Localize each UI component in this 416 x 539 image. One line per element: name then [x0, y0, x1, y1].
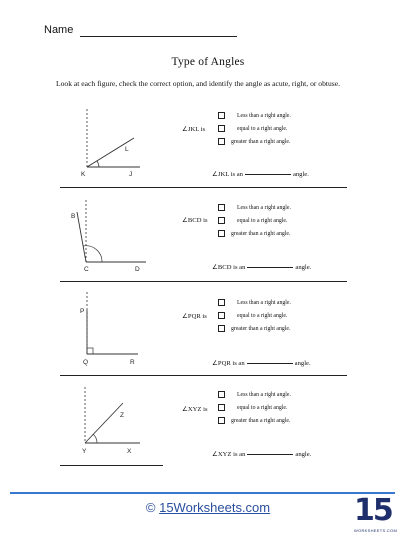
- checkbox-less[interactable]: [218, 204, 225, 211]
- section-divider: [60, 281, 347, 282]
- worksheet-title: Type of Angles: [171, 56, 245, 68]
- footer-divider: [10, 492, 395, 494]
- option-row-less[interactable]: Less than a right angle.: [218, 112, 291, 119]
- site-link[interactable]: 15Worksheets.com: [159, 500, 271, 515]
- checkbox-greater[interactable]: [218, 417, 225, 424]
- figure-bcd: [66, 196, 156, 274]
- point-label-j: J: [129, 171, 133, 178]
- figure-pqr: [70, 288, 150, 368]
- option-row-equal[interactable]: equal to a right angle.: [218, 217, 287, 224]
- point-label-k: K: [81, 171, 86, 178]
- point-label-d: D: [135, 266, 140, 273]
- figure-xyz: [66, 383, 156, 463]
- point-label-z: Z: [120, 412, 124, 419]
- checkbox-equal[interactable]: [218, 312, 225, 319]
- answer-blank[interactable]: [247, 363, 293, 364]
- answer-blank[interactable]: [247, 267, 293, 268]
- name-label: Name: [44, 24, 74, 36]
- answer-line-xyz[interactable]: ∠XYZ is an angle.: [212, 451, 312, 458]
- point-label-x: X: [127, 448, 132, 455]
- option-row-equal[interactable]: equal to a right angle.: [218, 404, 287, 411]
- option-row-greater[interactable]: greater than a right angle.: [218, 417, 290, 424]
- angle-label-xyz: ∠XYZ is: [182, 406, 208, 413]
- option-row-greater[interactable]: greater than a right angle.: [218, 230, 290, 237]
- copyright-symbol: ©: [145, 500, 156, 515]
- point-label-r: R: [130, 359, 135, 366]
- point-label-l: L: [125, 146, 129, 153]
- option-row-equal[interactable]: equal to a right angle.: [218, 125, 287, 132]
- answer-blank[interactable]: [247, 454, 293, 455]
- point-label-q: Q: [83, 359, 89, 366]
- answer-line-bcd[interactable]: ∠BCD is an angle.: [212, 264, 312, 271]
- option-row-less[interactable]: Less than a right angle.: [218, 204, 291, 211]
- brand-logo: [354, 493, 398, 537]
- instructions: Look at each figure, check the correct option, and identify the angle as acute, right, or obtuse.: [56, 79, 341, 88]
- point-label-c: C: [84, 266, 89, 273]
- logo-text: WORKSHEETS.COM: [354, 528, 398, 533]
- angle-label-pqr: ∠PQR is: [182, 313, 207, 320]
- checkbox-less[interactable]: [218, 391, 225, 398]
- section-divider: [60, 465, 163, 466]
- point-label-p: P: [80, 308, 85, 315]
- checkbox-equal[interactable]: [218, 404, 225, 411]
- checkbox-greater[interactable]: [218, 325, 225, 332]
- checkbox-equal[interactable]: [218, 125, 225, 132]
- checkbox-greater[interactable]: [218, 138, 225, 145]
- option-row-less[interactable]: Less than a right angle.: [218, 391, 291, 398]
- logo-number: 15: [354, 493, 392, 528]
- name-field-line[interactable]: [80, 36, 237, 37]
- section-divider: [60, 375, 347, 376]
- option-row-greater[interactable]: greater than a right angle.: [218, 138, 290, 145]
- option-row-equal[interactable]: equal to a right angle.: [218, 312, 287, 319]
- point-label-y: Y: [82, 448, 87, 455]
- angle-label-jkl: ∠JKL is: [182, 126, 206, 133]
- answer-line-pqr[interactable]: ∠PQR is an angle.: [212, 360, 311, 367]
- option-row-greater[interactable]: greater than a right angle.: [218, 325, 290, 332]
- checkbox-less[interactable]: [218, 299, 225, 306]
- checkbox-equal[interactable]: [218, 217, 225, 224]
- point-label-b: B: [71, 213, 76, 220]
- answer-blank[interactable]: [245, 174, 291, 175]
- option-row-less[interactable]: Less than a right angle.: [218, 299, 291, 306]
- figure-jkl: [70, 105, 150, 180]
- answer-line-jkl[interactable]: ∠JKL is an angle.: [212, 171, 309, 178]
- section-divider: [60, 187, 347, 188]
- checkbox-greater[interactable]: [218, 230, 225, 237]
- angle-label-bcd: ∠BCD is: [182, 217, 208, 224]
- checkbox-less[interactable]: [218, 112, 225, 119]
